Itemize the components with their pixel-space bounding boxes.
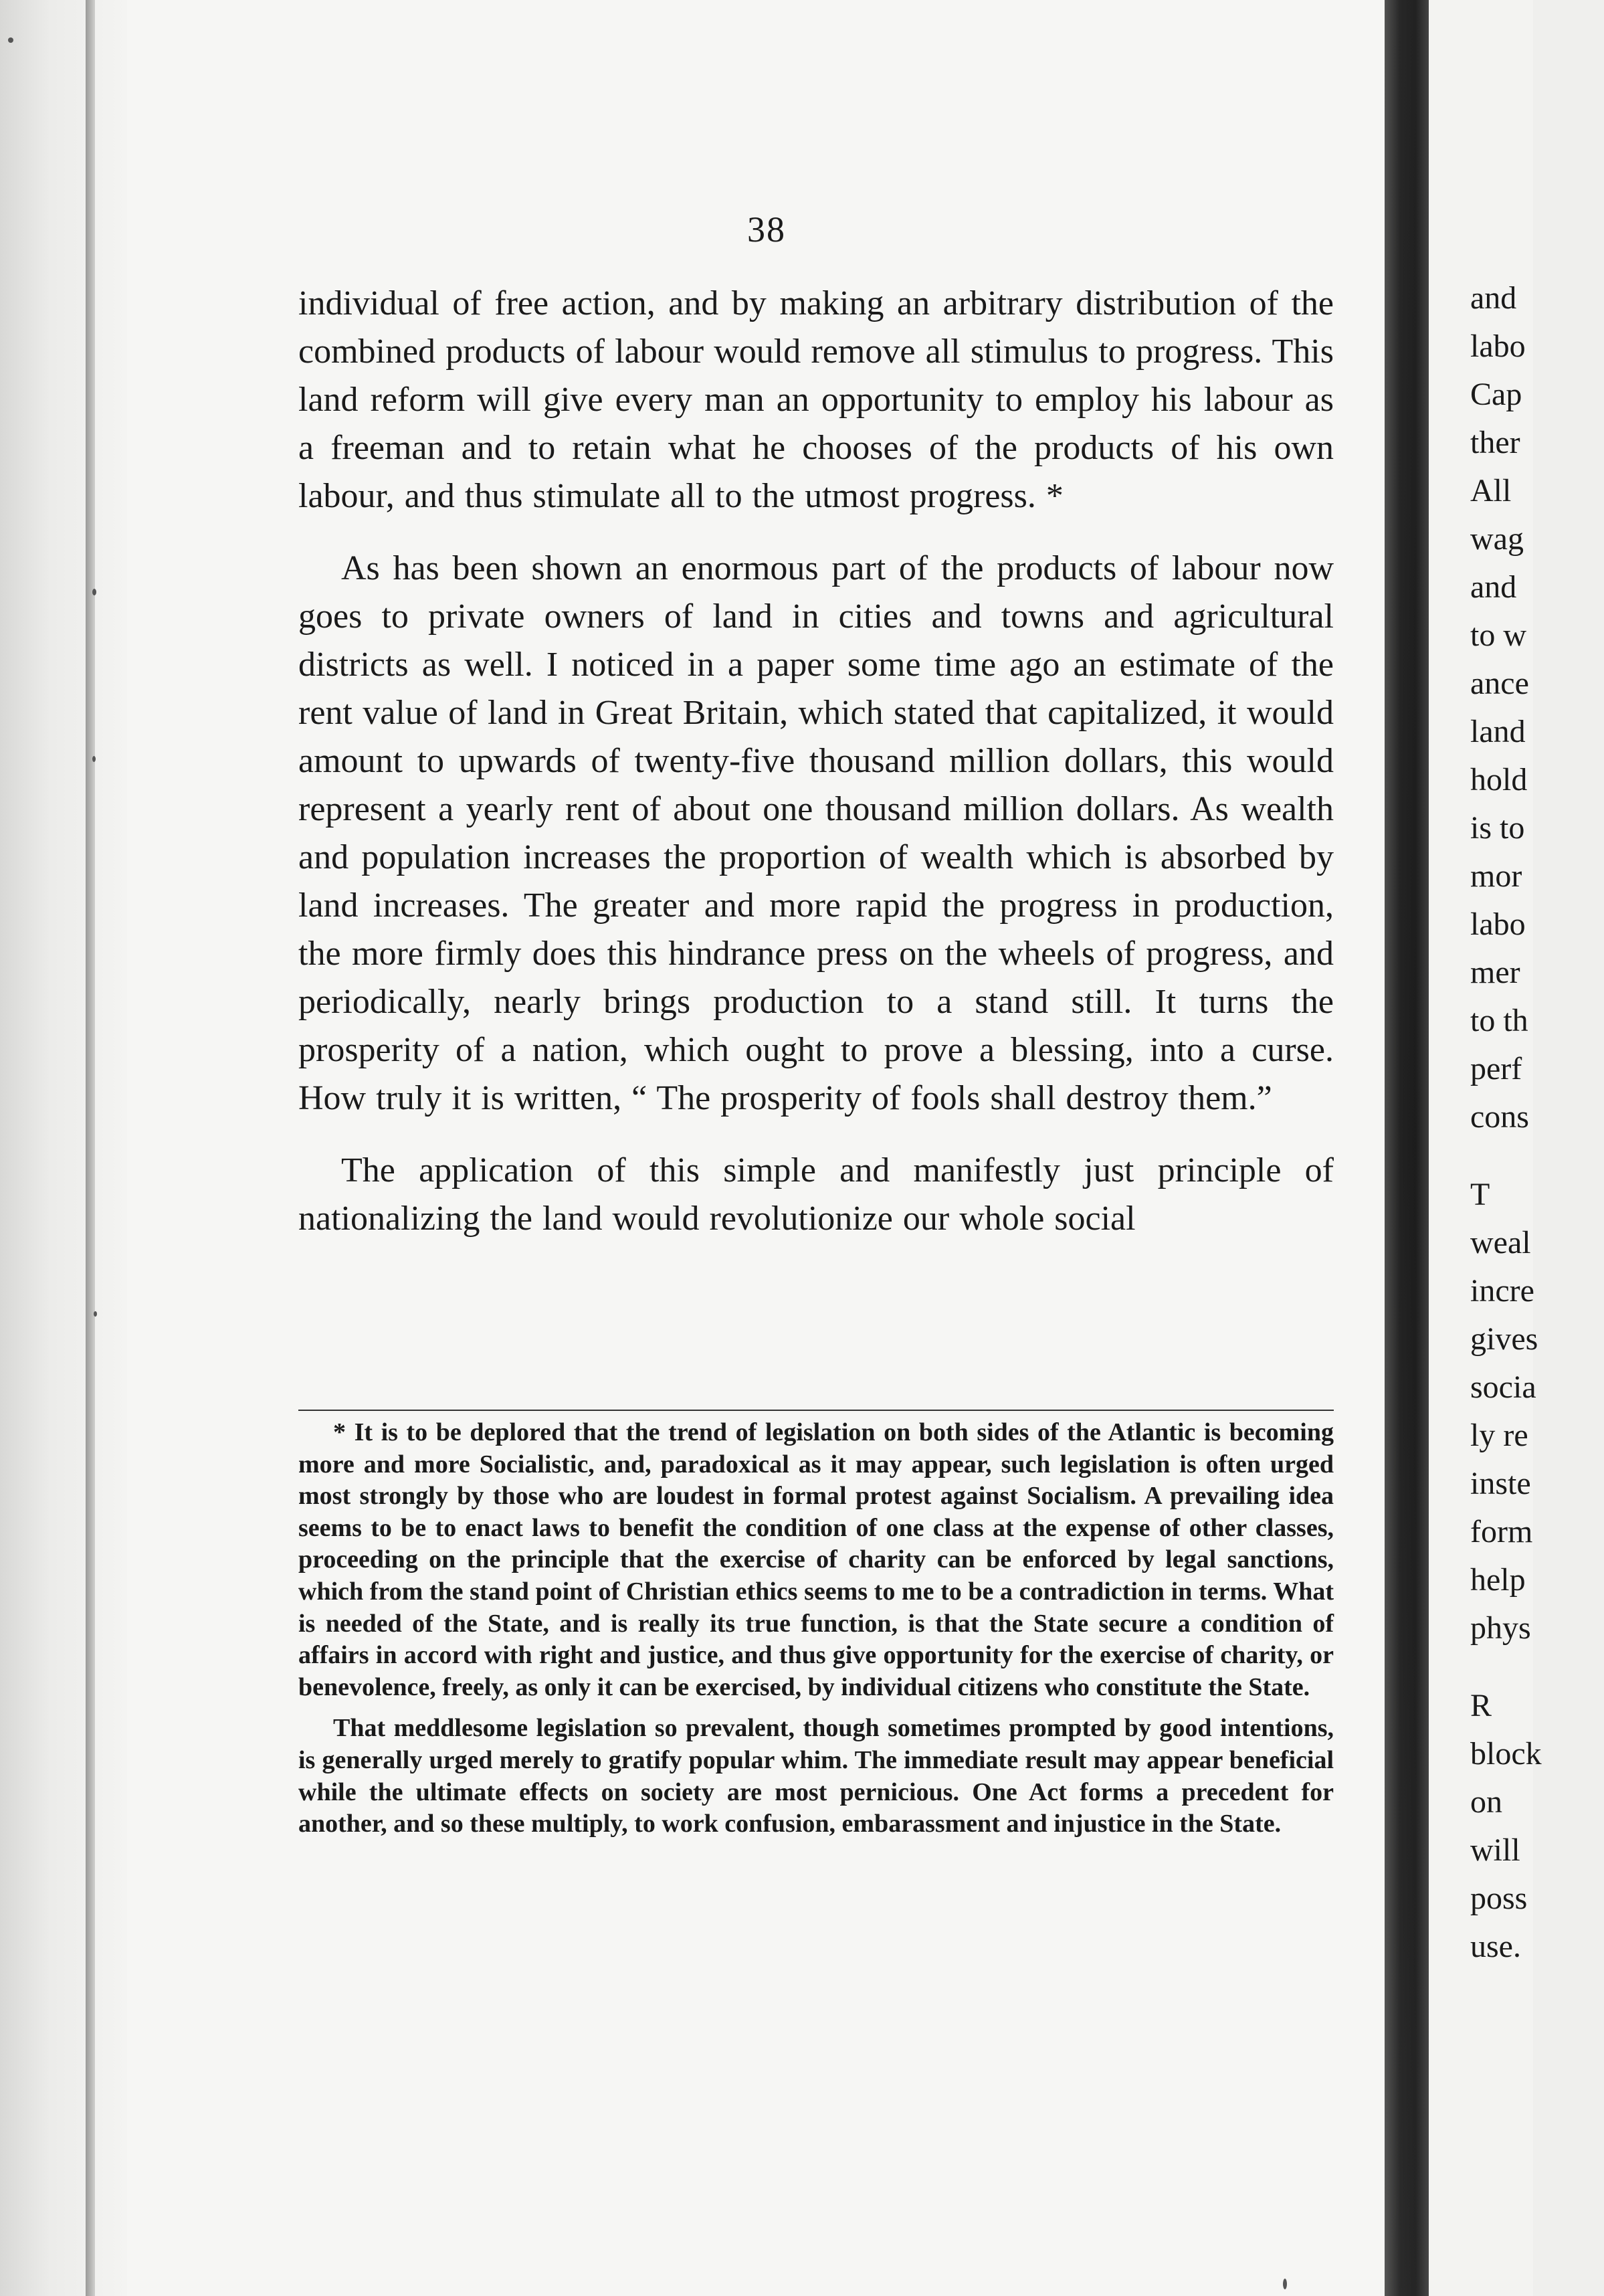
facing-line: ance <box>1470 666 1529 701</box>
scan-speck <box>94 1311 97 1317</box>
facing-line: use. <box>1470 1929 1521 1964</box>
facing-line: to w <box>1470 617 1526 653</box>
facing-line: gives <box>1470 1321 1538 1357</box>
facing-line: help <box>1470 1562 1526 1598</box>
facing-line: block <box>1470 1736 1542 1772</box>
facing-line: on <box>1470 1784 1502 1820</box>
facing-line: land <box>1470 714 1526 749</box>
facing-line: ly re <box>1470 1418 1528 1453</box>
facing-line: cons <box>1470 1099 1529 1135</box>
facing-line: labo <box>1470 328 1526 364</box>
footnotes <box>298 1417 1334 1840</box>
paragraph-3: The application of this simple and manifestly just principle of nationalizing the land would revolutionize our whole social <box>298 1151 1334 1238</box>
footnote-rule <box>298 1410 1334 1411</box>
facing-line: mor <box>1470 858 1522 894</box>
scan-speck <box>1283 2279 1287 2289</box>
body-text <box>298 280 1334 1243</box>
facing-line: incre <box>1470 1273 1534 1309</box>
page-number: 38 <box>747 209 786 250</box>
facing-line: ther <box>1470 425 1520 460</box>
left-binding-edge <box>0 0 127 2296</box>
facing-line: form <box>1470 1514 1533 1549</box>
facing-line: poss <box>1470 1881 1528 1916</box>
facing-line: T <box>1470 1177 1490 1212</box>
facing-line: socia <box>1470 1369 1536 1405</box>
facing-line: wag <box>1470 521 1524 557</box>
facing-line: perf <box>1470 1051 1522 1086</box>
paragraph-1: individual of free action, and by making an arbitrary distribution of the combined products of labour would remove all stimulus to progress. This land reform will give every man an opportunity to employ his labour as a freeman and to retain what he chooses of the products of his own labour, and thus stimulate all to the utmost progress. * <box>298 284 1334 515</box>
facing-line: phys <box>1470 1610 1531 1646</box>
facing-line: All <box>1470 473 1512 508</box>
scan-speck <box>8 37 13 43</box>
scan-speck <box>92 756 96 762</box>
facing-line: to th <box>1470 1003 1528 1038</box>
facing-line: hold <box>1470 762 1528 797</box>
facing-line: mer <box>1470 955 1520 990</box>
binding-shadow <box>86 0 95 2296</box>
facing-line: weal <box>1470 1225 1531 1260</box>
facing-line: and <box>1470 569 1517 605</box>
facing-line: is to <box>1470 810 1525 846</box>
footnote-1: * It is to be deplored that the trend of legislation on both sides of the Atlantic is becoming more and more Socialistic, and, paradoxical as it may appear, such legislation is often urged most strongly by those who are loudest in formal protest against Socialism. A prevailing idea seems to be to enact laws to benefit the condition of one class at the expense of other classes, proceeding on the principle that the exercise of charity can be enforced by legal sanctions, which from the stand point of Christian ethics seems to me to be a contradiction in terms. What is needed of the State, and is really its true function, is that the State secure a condition of affairs in accord with right and justice, and thus give opportunity for the exercise of charity, or benevolence, freely, as only it can be exercised, by individual citizens who constitute the State. <box>298 1418 1334 1701</box>
page-gutter <box>1385 0 1429 2296</box>
facing-line: and <box>1470 280 1517 316</box>
footnote-2: That meddlesome legislation so prevalent, though sometimes prompted by good intentions, is generally urged merely to gratify popular whim. The immediate result may appear beneficial while the ultimate effects on society are most pernicious. One Act forms a precedent for another, and so these multiply, to work confusion, embarassment and injustice in the State. <box>298 1714 1334 1838</box>
paragraph-2: As has been shown an enormous part of the products of labour now goes to private owners of land in cities and towns and agricultural districts as well. I noticed in a paper some time ago an estimate of the rent value of land in Great Britain, which stated that capitalized, it would amount to upwards of twenty-five thousand million dollars, this would represent a yearly rent of about one thousand million dollars. As wealth and population increases the proportion of wealth which is absorbed by land increases. The greater and more rapid the progress in production, the more firmly does this hindrance press on the wheels of progress, and periodically, nearly brings production to a stand still. It turns the prosperity of a nation, which ought to prove a blessing, into a curse. How truly it is written, “ The prosperity of fools shall destroy them.” <box>298 549 1334 1117</box>
scan-speck <box>92 589 96 595</box>
facing-line: Cap <box>1470 377 1522 412</box>
facing-line: R <box>1470 1688 1492 1723</box>
facing-line: inste <box>1470 1466 1531 1501</box>
facing-line: labo <box>1470 906 1526 942</box>
facing-line: will <box>1470 1832 1520 1868</box>
